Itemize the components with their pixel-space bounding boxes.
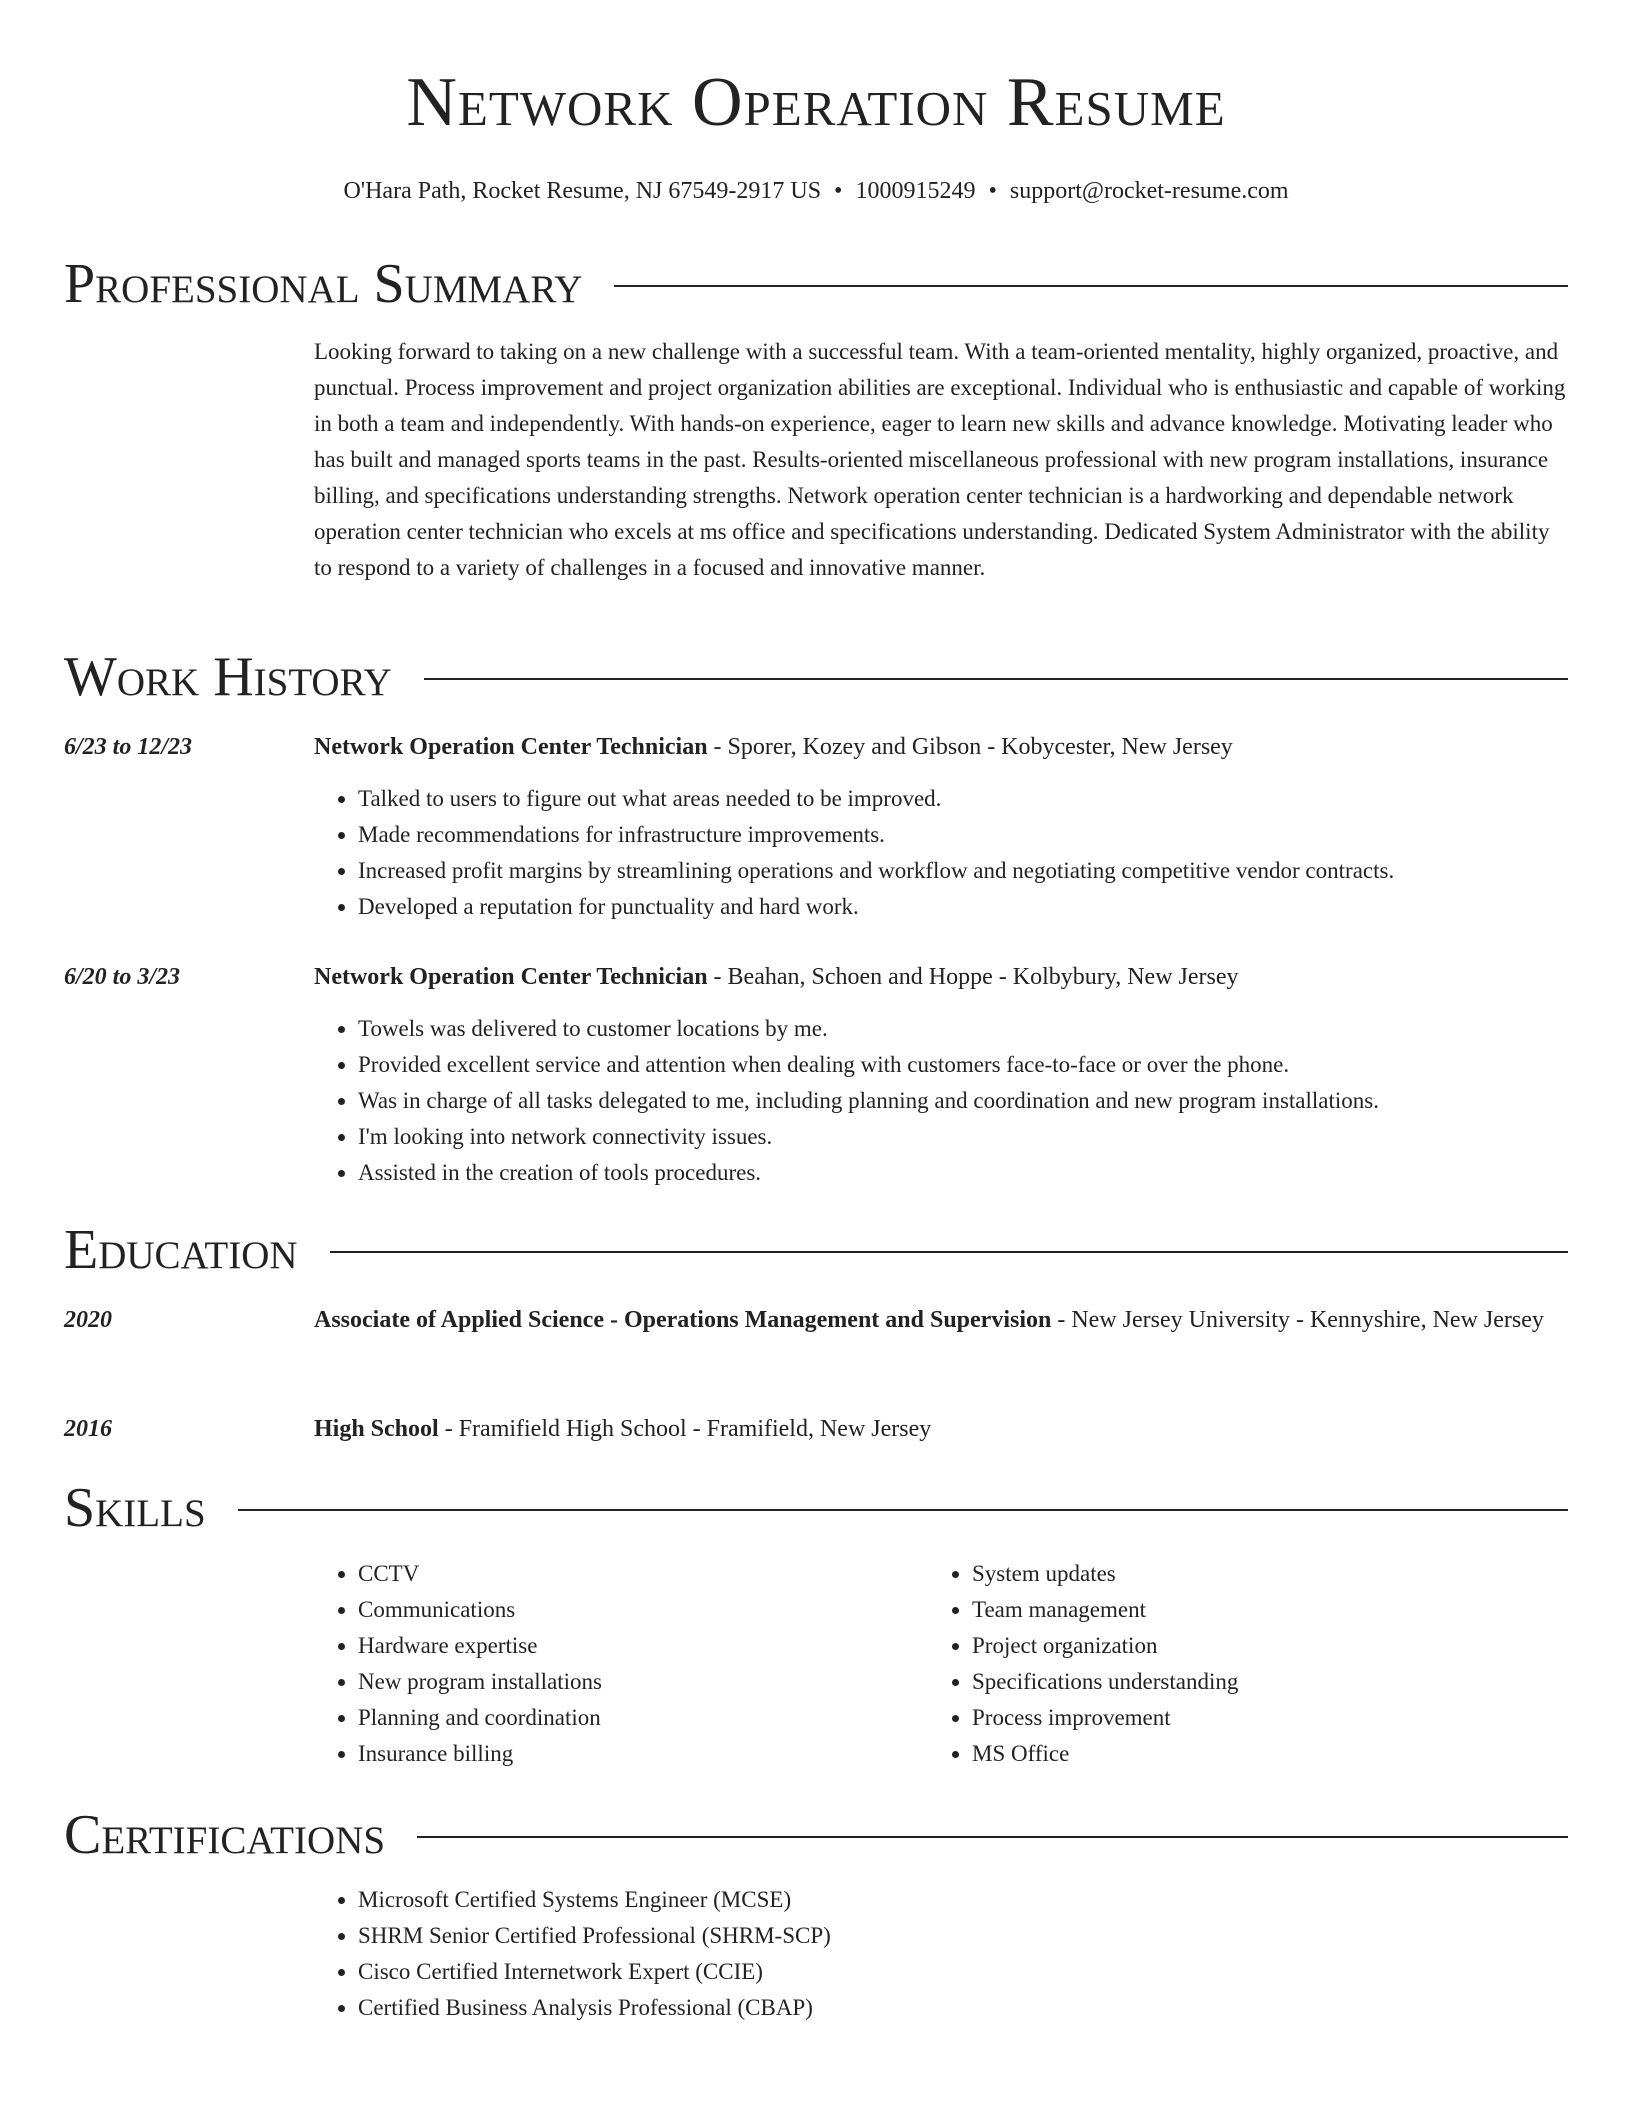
skills-section-header	[64, 1476, 1568, 1540]
list-item: • Hardware expertise	[358, 1628, 928, 1664]
section-divider	[330, 1251, 1568, 1253]
list-item: • SHRM Senior Certified Professional (SHRM-SCP)	[358, 1918, 1568, 1954]
skills-column-right	[928, 1556, 1542, 1772]
job-entry	[64, 957, 1568, 1191]
education-school: - New Jersey University - Kennyshire, New Jersey	[1051, 1307, 1544, 1333]
list-item: • Cisco Certified Internetwork Expert (CCIE)	[358, 1954, 1568, 1990]
list-item: • Made recommendations for infrastructure improvements.	[358, 817, 1568, 853]
education-date: 2020	[64, 1307, 112, 1333]
section-divider	[238, 1509, 1568, 1511]
work-history-section-header	[64, 645, 1568, 709]
job-bullets	[314, 781, 1568, 925]
education-entry	[64, 1409, 1568, 1449]
education-degree: High School	[314, 1416, 439, 1442]
list-item: • Towels was delivered to customer locations by me.	[358, 1011, 1568, 1047]
job-employer: - Sporer, Kozey and Gibson - Kobycester, New Jersey	[707, 734, 1233, 760]
list-item: • Team management	[972, 1592, 1542, 1628]
list-item: • Planning and coordination	[358, 1700, 928, 1736]
summary-text: Looking forward to taking on a new challenge with a successful team. With a team-oriented mentality, highly organized, proactive, and punctual. Process improvement and project organization abilities are exceptional. Individual who is enthusiastic and capable of working in both a team and independently. With hands-on experience, eager to learn new skills and advance knowledge. Motivating leader who has built and managed sports teams in the past. Results-oriented miscellaneous professional with new program installations, insurance billing, and specifications understanding strengths. Network operation center technician is a hardworking and dependable network operation center technician who excels at ms office and specifications understanding. Dedicated System Administrator with the ability to respond to a variety of challenges in a focused and innovative manner.	[314, 339, 1566, 580]
education-entry	[64, 1300, 1568, 1340]
section-divider	[417, 1836, 1568, 1838]
contact-line	[64, 174, 1568, 208]
list-item: • Provided excellent service and attention when dealing with customers face-to-face or over the phone.	[358, 1047, 1568, 1083]
list-item: • Was in charge of all tasks delegated to me, including planning and coordination and new program installations.	[358, 1083, 1568, 1119]
resume-title: Network Operation Resume	[406, 64, 1226, 141]
list-item: • Increased profit margins by streamlining operations and workflow and negotiating competitive vendor contracts.	[358, 853, 1568, 889]
contact-separator: •	[988, 178, 997, 204]
skills-list	[314, 1556, 1568, 1772]
job-employer: - Beahan, Schoen and Hoppe - Kolbybury, New Jersey	[707, 964, 1239, 990]
job-entry	[64, 727, 1568, 925]
contact-phone: 1000915249	[855, 178, 976, 204]
list-item: • I'm looking into network connectivity issues.	[358, 1119, 1568, 1155]
list-item: • MS Office	[972, 1736, 1542, 1772]
list-item: • Specifications understanding	[972, 1664, 1542, 1700]
list-item: • New program installations	[358, 1664, 928, 1700]
job-role: Network Operation Center Technician	[314, 964, 708, 990]
education-school: - Framifield High School - Framifield, New Jersey	[438, 1416, 932, 1442]
list-item: • Assisted in the creation of tools procedures.	[358, 1155, 1568, 1191]
work-history-heading: Work History	[64, 646, 392, 708]
job-bullets	[314, 1011, 1568, 1191]
job-heading	[314, 727, 1568, 767]
skills-heading: Skills	[64, 1477, 206, 1539]
list-item: • CCTV	[358, 1556, 928, 1592]
job-date: 6/20 to 3/23	[64, 964, 181, 990]
certifications-list	[314, 1882, 1568, 2026]
summary-section-header	[64, 252, 1568, 316]
certifications-heading: Certifications	[64, 1804, 386, 1866]
list-item: • Process improvement	[972, 1700, 1542, 1736]
skills-column-left	[314, 1556, 928, 1772]
education-heading-line	[314, 1409, 1568, 1449]
list-item: • Insurance billing	[358, 1736, 928, 1772]
education-date: 2016	[64, 1416, 112, 1442]
list-item: • Certified Business Analysis Professional (CBAP)	[358, 1990, 1568, 2026]
list-item: • System updates	[972, 1556, 1542, 1592]
section-divider	[424, 678, 1568, 680]
education-degree: Associate of Applied Science - Operations Management and Supervision	[314, 1307, 1052, 1333]
certifications-bullets	[314, 1882, 1568, 2026]
list-item: • Project organization	[972, 1628, 1542, 1664]
summary-heading: Professional Summary	[64, 253, 583, 315]
education-heading-line	[314, 1300, 1568, 1340]
contact-email[interactable]: support@rocket-resume.com	[1009, 178, 1289, 204]
list-item: • Developed a reputation for punctuality and hard work.	[358, 889, 1568, 925]
certifications-section-header	[64, 1803, 1568, 1867]
section-divider	[614, 285, 1568, 287]
job-heading	[314, 957, 1568, 997]
job-date: 6/23 to 12/23	[64, 734, 193, 760]
education-heading: Education	[64, 1219, 298, 1281]
contact-separator: •	[834, 178, 843, 204]
list-item: • Microsoft Certified Systems Engineer (MCSE)	[358, 1882, 1568, 1918]
list-item: • Talked to users to figure out what areas needed to be improved.	[358, 781, 1568, 817]
job-role: Network Operation Center Technician	[314, 734, 708, 760]
education-section-header	[64, 1218, 1568, 1282]
contact-address: O'Hara Path, Rocket Resume, NJ 67549-2917 US	[343, 178, 822, 204]
list-item: • Communications	[358, 1592, 928, 1628]
